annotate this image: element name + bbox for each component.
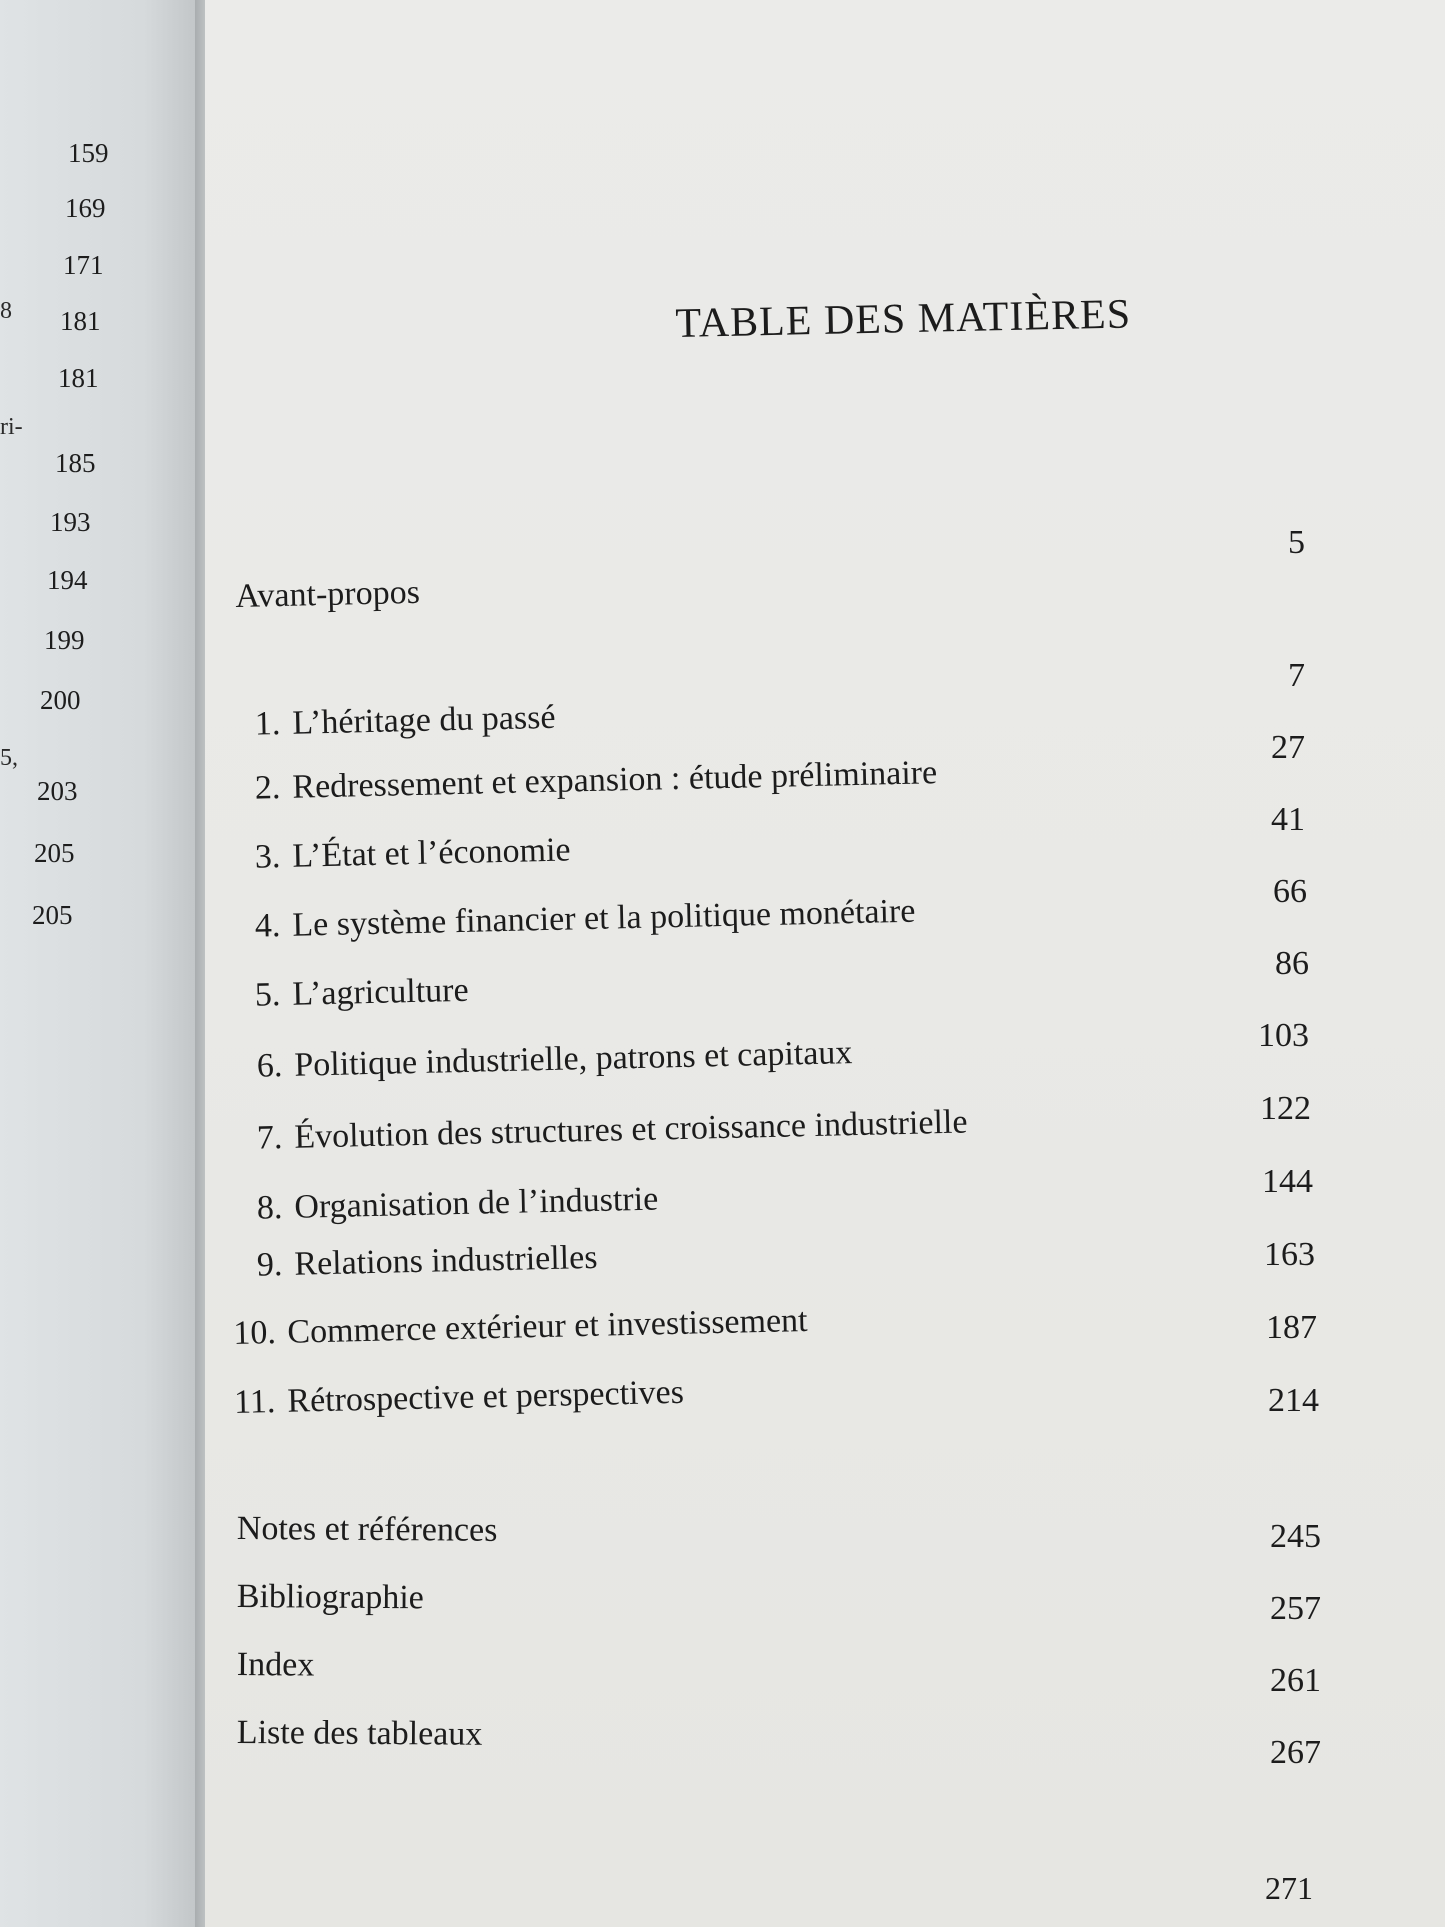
left-page-number: 205 xyxy=(34,838,75,868)
toc-chapter-8 xyxy=(240,1181,659,1228)
chapter-number: 1. xyxy=(254,705,281,743)
chapter-page: 122 xyxy=(1260,1090,1311,1127)
left-page-number: 181 xyxy=(60,306,101,336)
toc-chapter-10 xyxy=(233,1302,808,1353)
chapter-page: 86 xyxy=(1275,945,1309,982)
toc-entry-liste-des-tableaux xyxy=(237,1714,483,1754)
toc-entry-label: Liste des tableaux xyxy=(236,1714,483,1753)
chapter-page: 41 xyxy=(1271,801,1305,838)
left-page-number: 199 xyxy=(44,625,85,655)
toc-chapter-6 xyxy=(240,1034,853,1086)
left-page-number: 171 xyxy=(63,250,104,280)
toc-entry-page: 261 xyxy=(1270,1662,1321,1699)
toc-chapter-7 xyxy=(240,1104,968,1158)
toc-entry-page: 257 xyxy=(1270,1590,1321,1627)
toc-entry-bibliographie xyxy=(237,1578,424,1617)
chapter-title: L’agriculture xyxy=(291,971,470,1013)
chapter-title: Politique industrielle, patrons et capitaux xyxy=(293,1034,853,1084)
toc-chapter-5 xyxy=(238,972,469,1015)
chapter-page: 7 xyxy=(1288,657,1305,694)
toc-entry-label: Notes et références xyxy=(236,1510,498,1549)
left-page-number: 203 xyxy=(37,776,78,806)
left-page xyxy=(0,0,205,1927)
toc-chapter-1 xyxy=(238,699,556,744)
toc-entry-page: 5 xyxy=(1288,524,1305,561)
chapter-number: 7. xyxy=(256,1119,283,1157)
toc-entry-notes xyxy=(237,1510,498,1550)
chapter-page: 66 xyxy=(1273,873,1307,910)
left-text-fragment: 5, xyxy=(0,745,18,771)
chapter-title: Relations industrielles xyxy=(293,1238,598,1283)
toc-entry-label: Index xyxy=(236,1646,315,1684)
toc-chapter-4 xyxy=(238,893,916,946)
chapter-number: 10. xyxy=(233,1314,277,1352)
left-page-number: 181 xyxy=(58,363,99,393)
toc-chapter-3 xyxy=(238,831,571,877)
chapter-title: Redressement et expansion : étude préliminaire xyxy=(291,754,938,806)
chapter-page: 27 xyxy=(1271,729,1305,766)
chapter-page: 163 xyxy=(1264,1236,1315,1273)
left-page-number: 159 xyxy=(68,138,109,168)
toc-chapter-11 xyxy=(233,1374,684,1422)
chapter-number: 9. xyxy=(256,1246,283,1284)
chapter-page: 214 xyxy=(1268,1382,1319,1419)
toc-entry-label: Bibliographie xyxy=(236,1578,424,1617)
chapter-page: 144 xyxy=(1262,1163,1313,1200)
chapter-page: 187 xyxy=(1266,1309,1317,1346)
left-page-number: 200 xyxy=(40,685,81,715)
toc-entry-label: Avant-propos xyxy=(235,573,421,615)
chapter-title: Évolution des structures et croissance industrielle xyxy=(293,1103,968,1156)
chapter-title: L’héritage du passé xyxy=(291,698,556,742)
right-page xyxy=(205,0,1445,1927)
chapter-number: 5. xyxy=(254,976,281,1014)
left-page-number: 185 xyxy=(55,448,96,478)
left-page-number: 169 xyxy=(65,193,106,223)
chapter-title: L’État et l’économie xyxy=(291,831,571,875)
chapter-title: Commerce extérieur et investissement xyxy=(286,1301,808,1351)
chapter-page: 103 xyxy=(1258,1017,1309,1054)
toc-entry-page: 245 xyxy=(1270,1518,1321,1555)
left-page-number: 193 xyxy=(50,507,91,537)
toc-entry-avant-propos xyxy=(235,574,420,616)
chapter-number: 11. xyxy=(233,1383,276,1421)
toc-chapter-2 xyxy=(238,754,938,808)
chapter-number: 6. xyxy=(256,1047,283,1085)
chapter-number: 3. xyxy=(254,838,281,876)
chapter-number: 8. xyxy=(256,1189,283,1227)
left-page-number: 194 xyxy=(47,565,88,595)
folio-page-number: 271 xyxy=(1265,1870,1313,1906)
left-text-fragment: ri- xyxy=(0,414,23,440)
chapter-number: 4. xyxy=(254,907,281,945)
chapter-title: Le système financier et la politique monétaire xyxy=(291,892,916,944)
page-title: TABLE DES MATIÈRES xyxy=(675,291,1132,347)
left-page-number: 205 xyxy=(32,900,73,930)
toc-entry-index xyxy=(237,1646,315,1685)
toc-entry-page: 267 xyxy=(1270,1734,1321,1771)
chapter-number: 2. xyxy=(254,769,281,807)
toc-chapter-9 xyxy=(240,1239,598,1285)
chapter-title: Rétrospective et perspectives xyxy=(286,1373,685,1420)
chapter-title: Organisation de l’industrie xyxy=(293,1180,659,1226)
left-text-fragment: 8 xyxy=(0,298,12,324)
